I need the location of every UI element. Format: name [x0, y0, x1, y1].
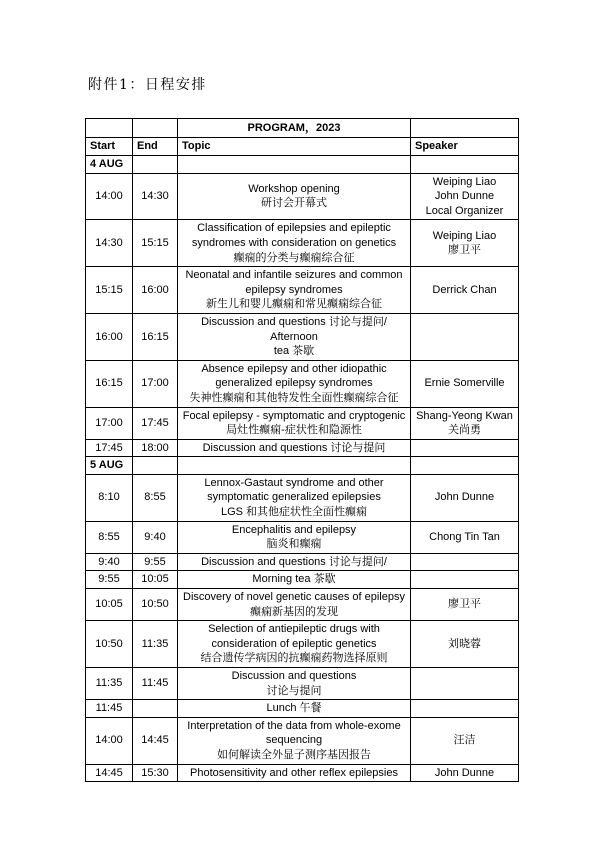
topic-cell	[178, 220, 411, 267]
end-time-cell-line: 9:40	[144, 530, 166, 543]
speaker-cell	[411, 173, 519, 220]
session-row	[86, 313, 519, 360]
topic-cell-line: 研讨会开幕式	[261, 197, 327, 210]
start-time-cell	[86, 267, 133, 314]
start-time-cell	[86, 313, 133, 360]
session-row	[86, 360, 519, 407]
topic-cell-line: Neonatal and infantile seizures and common	[185, 269, 403, 282]
end-time-cell-line: 14:45	[141, 734, 169, 747]
topic-cell	[178, 407, 411, 439]
col-header-start-line: Start	[90, 140, 116, 153]
topic-cell	[178, 439, 411, 457]
topic-cell	[178, 313, 411, 360]
topic-cell-line: generalized epilepsy syndromes	[215, 377, 373, 390]
session-row	[86, 700, 519, 718]
end-time-cell	[133, 571, 178, 589]
topic-cell-line: LGS 和其他症状性全面性癫痫	[220, 506, 368, 519]
end-time-cell	[133, 474, 178, 521]
topic-cell-line: Lunch 午餐	[266, 702, 322, 715]
start-time-cell	[86, 360, 133, 407]
speaker-cell	[411, 267, 519, 314]
topic-cell-line: 结合遗传学病因的抗癫痫药物选择原则	[200, 652, 388, 665]
session-row	[86, 717, 519, 764]
session-row	[86, 621, 519, 668]
col-header-start	[86, 138, 133, 156]
end-time-cell	[133, 407, 178, 439]
program-title-row	[86, 119, 519, 138]
column-header-row	[86, 138, 519, 156]
speaker-cell	[411, 474, 519, 521]
end-time-cell	[133, 764, 178, 782]
topic-cell-line: Discussion and questions 讨论与提问/ Afternoon	[201, 315, 387, 343]
col-header-end-line: End	[137, 140, 158, 153]
end-time-cell	[133, 553, 178, 571]
speaker-cell-line: 刘晓蓉	[448, 637, 481, 650]
speaker-cell-line: 廖卫平	[448, 598, 481, 611]
start-time-cell-line: 10:50	[95, 637, 123, 650]
topic-cell-line: 讨论与提问	[266, 684, 322, 697]
start-time-cell-line: 9:40	[98, 555, 120, 568]
topic-cell-line: 局灶性癫痫-症状性和隐源性	[226, 424, 362, 437]
program-title-line: PROGRAM，2023	[247, 121, 341, 134]
topic-cell-line: Discussion and questions 讨论与提问/	[201, 555, 387, 568]
topic-cell	[178, 173, 411, 220]
topic-cell-line: Lennox-Gastaut syndrome and other	[204, 476, 384, 489]
session-row	[86, 668, 519, 700]
speaker-cell-line: John Dunne	[434, 190, 495, 203]
topic-cell-line: epilepsy syndromes	[245, 283, 343, 296]
end-time-cell	[133, 360, 178, 407]
end-time-cell-line: 11:45	[141, 677, 169, 690]
topic-cell-line: Photosensitivity and other reflex epilepsies	[190, 766, 398, 779]
session-row	[86, 474, 519, 521]
empty-cell	[133, 457, 178, 475]
end-time-cell-line: 14:30	[141, 190, 169, 203]
topic-cell-line: Encephalitis and epilepsy	[231, 523, 357, 536]
program-table-body	[86, 119, 519, 782]
session-row	[86, 173, 519, 220]
topic-cell-line: 新生儿和婴儿癫痫和常见癫痫综合征	[206, 298, 382, 311]
start-time-cell-line: 8:10	[98, 491, 120, 504]
end-time-cell	[133, 267, 178, 314]
topic-cell-line: Discovery of novel genetic causes of epilepsy	[183, 591, 405, 604]
speaker-cell	[411, 360, 519, 407]
speaker-cell	[411, 589, 519, 621]
start-time-cell	[86, 407, 133, 439]
start-time-cell	[86, 700, 133, 718]
speaker-cell-line: John Dunne	[434, 491, 495, 504]
session-row	[86, 764, 519, 782]
speaker-cell-line: Ernie Somerville	[424, 377, 505, 390]
start-time-cell	[86, 220, 133, 267]
start-time-cell	[86, 668, 133, 700]
date-row	[86, 156, 519, 174]
speaker-cell-line: Local Organizer	[425, 204, 504, 217]
topic-cell	[178, 267, 411, 314]
speaker-cell	[411, 553, 519, 571]
topic-cell	[178, 668, 411, 700]
speaker-cell	[411, 764, 519, 782]
start-time-cell	[86, 589, 133, 621]
start-time-cell	[86, 717, 133, 764]
topic-cell-line: Selection of antiepileptic drugs with	[208, 623, 380, 636]
topic-cell-line: Interpretation of the data from whole-exome	[187, 719, 401, 732]
topic-cell-line: sequencing	[265, 734, 323, 747]
session-row	[86, 407, 519, 439]
col-header-end	[133, 138, 178, 156]
empty-cell	[411, 119, 519, 138]
speaker-cell	[411, 439, 519, 457]
start-time-cell-line: 14:00	[95, 734, 123, 747]
topic-cell-line: 脑炎和癫痫	[266, 538, 322, 551]
topic-cell-line: syndromes with consideration on genetics	[191, 236, 397, 249]
end-time-cell	[133, 220, 178, 267]
topic-cell-line: tea 茶歇	[273, 345, 315, 358]
speaker-cell-line: 汪洁	[453, 734, 476, 747]
speaker-cell-line: Derrick Chan	[432, 283, 497, 296]
start-time-cell-line: 8:55	[98, 530, 120, 543]
topic-cell	[178, 360, 411, 407]
topic-cell	[178, 717, 411, 764]
topic-cell-line: Absence epilepsy and other idiopathic	[201, 362, 387, 375]
session-row	[86, 589, 519, 621]
end-time-cell-line: 18:00	[141, 441, 169, 454]
end-time-cell	[133, 521, 178, 553]
topic-cell-line: Classification of epilepsies and epileptic	[197, 222, 391, 235]
start-time-cell-line: 17:45	[95, 441, 123, 454]
end-time-cell-line: 10:50	[141, 598, 169, 611]
start-time-cell-line: 16:15	[95, 377, 123, 390]
topic-cell	[178, 553, 411, 571]
topic-cell	[178, 621, 411, 668]
date-cell-line: 4 AUG	[90, 158, 124, 170]
speaker-cell	[411, 717, 519, 764]
start-time-cell-line: 14:30	[95, 236, 123, 249]
start-time-cell-line: 15:15	[95, 283, 123, 296]
end-time-cell-line: 15:15	[141, 236, 169, 249]
speaker-cell	[411, 313, 519, 360]
col-header-topic	[178, 138, 411, 156]
start-time-cell-line: 11:45	[95, 702, 123, 715]
empty-cell	[86, 119, 133, 138]
session-row	[86, 267, 519, 314]
speaker-cell-line: John Dunne	[434, 766, 495, 779]
topic-cell	[178, 521, 411, 553]
end-time-cell	[133, 621, 178, 668]
topic-cell	[178, 571, 411, 589]
start-time-cell	[86, 173, 133, 220]
empty-cell	[178, 156, 411, 174]
end-time-cell-line: 11:35	[141, 637, 169, 650]
topic-cell-line: 如何解读全外显子测序基因报告	[217, 748, 371, 761]
topic-cell-line: 癫痫的分类与癫痫综合征	[233, 251, 355, 264]
end-time-cell	[133, 589, 178, 621]
start-time-cell	[86, 571, 133, 589]
col-header-speaker	[411, 138, 519, 156]
col-header-speaker-line: Speaker	[415, 140, 458, 153]
topic-cell-line: Workshop opening	[248, 182, 340, 195]
end-time-cell-line: 9:55	[144, 555, 166, 568]
topic-cell	[178, 700, 411, 718]
start-time-cell	[86, 764, 133, 782]
start-time-cell-line: 10:05	[95, 598, 123, 611]
topic-cell-line: Discussion and questions	[231, 670, 357, 682]
topic-cell-line: Focal epilepsy - symptomatic and cryptogenic	[182, 409, 406, 422]
end-time-cell	[133, 700, 178, 718]
topic-cell-line: Discussion and questions 讨论与提问	[202, 441, 386, 454]
topic-cell-line: 失神性癫痫和其他特发性全面性癫痫综合征	[189, 391, 399, 404]
topic-cell-line: consideration of epileptic genetics	[211, 637, 377, 650]
speaker-cell	[411, 621, 519, 668]
speaker-cell-line: 关尚勇	[448, 424, 481, 437]
speaker-cell-line: Chong Tin Tan	[429, 530, 500, 543]
end-time-cell	[133, 717, 178, 764]
date-cell	[86, 457, 133, 475]
speaker-cell	[411, 700, 519, 718]
end-time-cell-line: 8:55	[144, 491, 166, 504]
start-time-cell	[86, 553, 133, 571]
speaker-cell	[411, 668, 519, 700]
speaker-cell	[411, 220, 519, 267]
end-time-cell-line: 10:05	[141, 573, 169, 586]
session-row	[86, 521, 519, 553]
start-time-cell-line: 11:35	[95, 677, 123, 690]
topic-cell-line: symptomatic generalized epilepsies	[207, 491, 381, 504]
empty-cell	[411, 457, 519, 475]
date-cell-line: 5 AUG	[90, 459, 124, 472]
date-row	[86, 457, 519, 475]
start-time-cell	[86, 621, 133, 668]
topic-cell-line: Morning tea 茶歇	[252, 573, 336, 586]
topic-cell	[178, 589, 411, 621]
start-time-cell	[86, 521, 133, 553]
start-time-cell-line: 16:00	[95, 330, 123, 343]
end-time-cell	[133, 313, 178, 360]
start-time-cell-line: 17:00	[95, 416, 123, 429]
end-time-cell-line: 15:30	[141, 766, 169, 779]
end-time-cell-line: 17:45	[141, 416, 169, 429]
empty-cell	[133, 119, 178, 138]
start-time-cell-line: 9:55	[98, 573, 120, 586]
speaker-cell-line: Shang-Yeong Kwan	[416, 409, 513, 422]
speaker-cell-line: Weiping Liao	[432, 175, 497, 188]
empty-cell	[411, 156, 519, 174]
program-table	[85, 118, 519, 782]
start-time-cell	[86, 439, 133, 457]
speaker-cell	[411, 521, 519, 553]
end-time-cell-line: 17:00	[141, 377, 169, 390]
end-time-cell	[133, 439, 178, 457]
start-time-cell-line: 14:45	[95, 766, 123, 779]
speaker-cell-line: 廖卫平	[448, 244, 481, 257]
speaker-cell	[411, 407, 519, 439]
session-row	[86, 439, 519, 457]
empty-cell	[133, 156, 178, 174]
topic-cell-line: 癫痫新基因的发现	[250, 605, 338, 618]
col-header-topic-line: Topic	[182, 140, 211, 153]
session-row	[86, 571, 519, 589]
date-cell	[86, 156, 133, 174]
speaker-cell-line: Weiping Liao	[432, 229, 497, 242]
topic-cell	[178, 764, 411, 782]
program-title	[178, 119, 411, 138]
start-time-cell	[86, 474, 133, 521]
empty-cell	[178, 457, 411, 475]
session-row	[86, 553, 519, 571]
speaker-cell	[411, 571, 519, 589]
session-row	[86, 220, 519, 267]
end-time-cell	[133, 173, 178, 220]
topic-cell	[178, 474, 411, 521]
document-title: 附件1：日程安排	[88, 77, 207, 93]
start-time-cell-line: 14:00	[95, 190, 123, 203]
end-time-cell-line: 16:15	[141, 330, 169, 343]
end-time-cell	[133, 668, 178, 700]
end-time-cell-line: 16:00	[141, 283, 169, 296]
